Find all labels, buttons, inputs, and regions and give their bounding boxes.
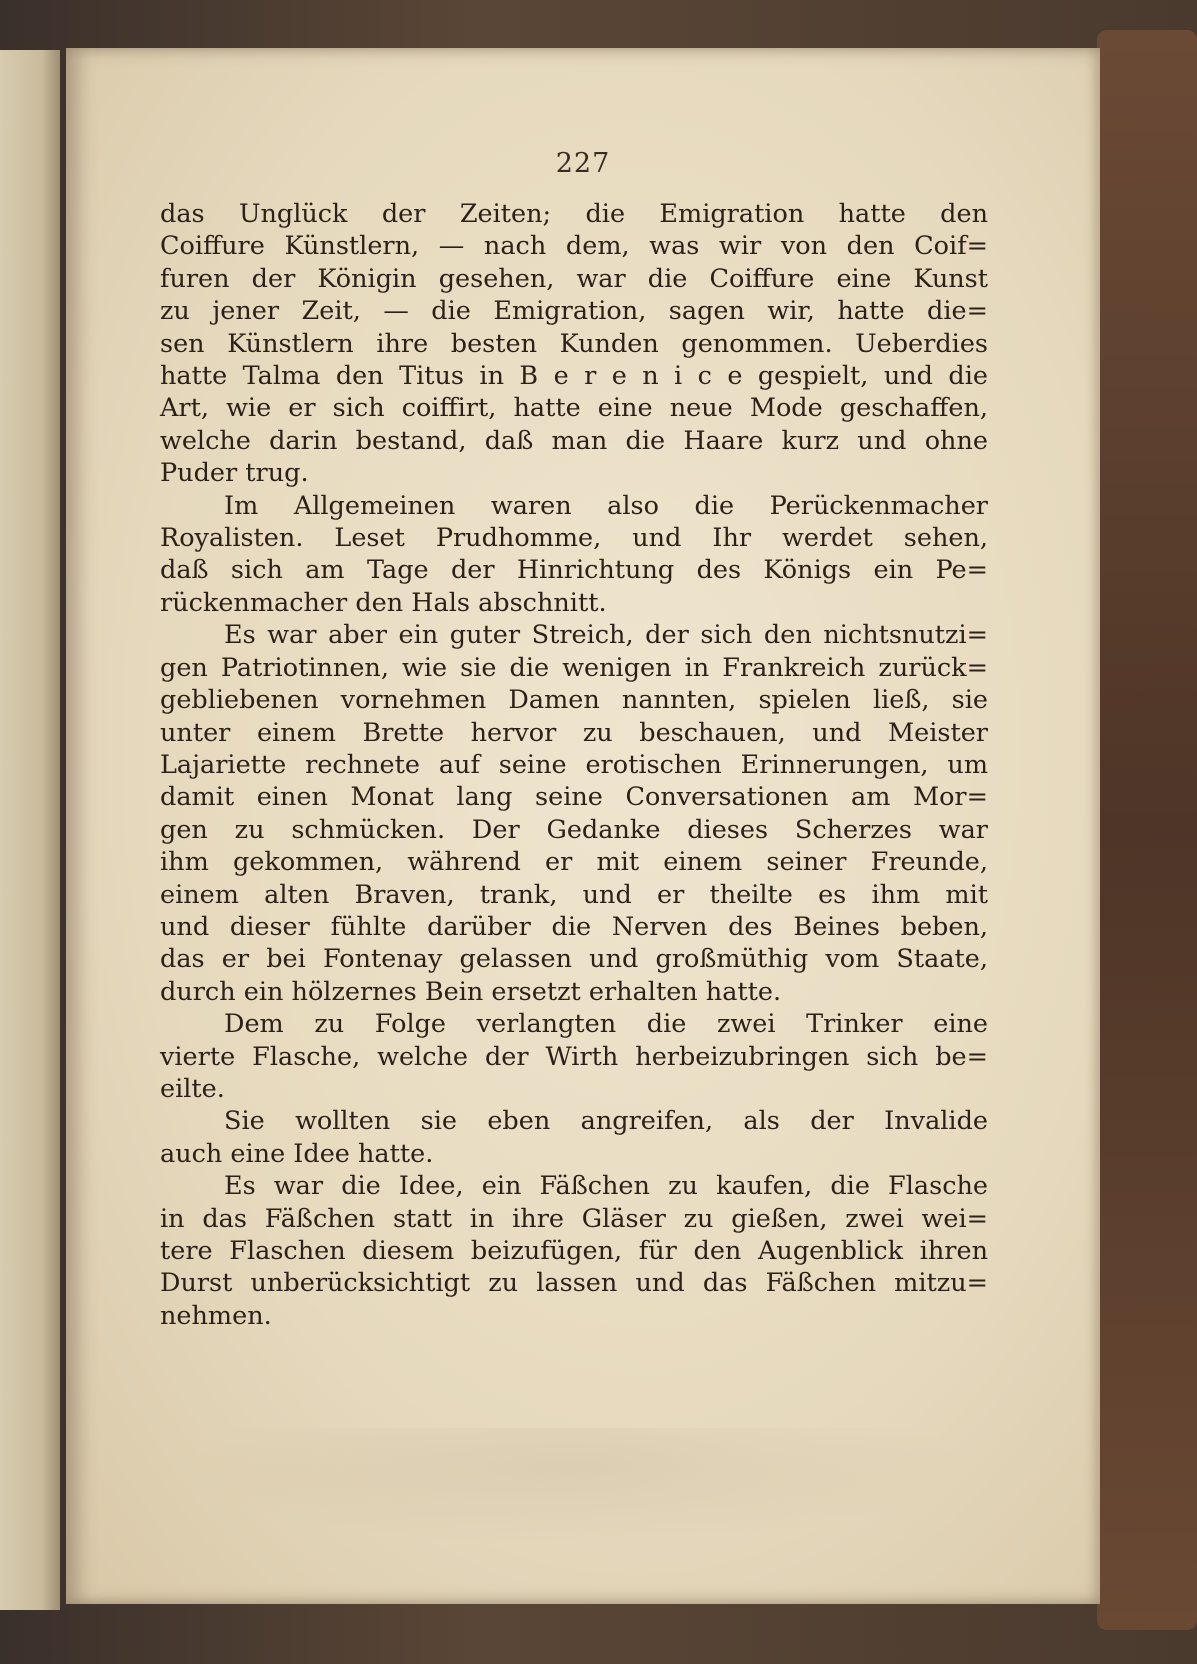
text-line: Es war die Idee, ein Fäßchen zu kaufen, die Flasche <box>224 1171 988 1202</box>
text-line: Royalisten. Leset Prudhomme, und Ihr werdet sehen, <box>160 523 988 554</box>
page-stain <box>186 1428 966 1548</box>
text-line: Es war aber ein guter Streich, der sich den nichtsnutzi= <box>224 620 988 651</box>
text-line: Puder trug. <box>160 458 309 489</box>
text-line: Im Allgemeinen waren also die Perückenmacher <box>224 490 988 521</box>
text-line: eilte. <box>160 1073 225 1104</box>
text-line: Sie wollten sie eben angreifen, als der Invalide <box>224 1106 988 1137</box>
text-line: Lajariette rechnete auf seine erotischen Erinnerungen, um <box>160 749 988 780</box>
text-line: Durst unberücksichtigt zu lassen und das Fäßchen mitzu= <box>160 1268 988 1299</box>
text-line: vierte Flasche, welche der Wirth herbeizubringen sich be= <box>160 1041 988 1072</box>
text-line: einem alten Braven, trank, und er theilte es ihm mit <box>160 879 988 910</box>
text-line: damit einen Monat lang seine Conversationen am Mor= <box>160 782 988 813</box>
text-line: gen Patriotinnen, wie sie die wenigen in Frankreich zurück= <box>160 652 988 683</box>
text-line: in das Fäßchen statt in ihre Gläser zu gießen, zwei wei= <box>160 1203 988 1234</box>
text-line: zu jener Zeit, — die Emigration, sagen wir, hatte die= <box>160 296 988 327</box>
text-line: sen Künstlern ihre besten Kunden genommen. Ueberdies <box>160 328 988 359</box>
text-line: hatte Talma den Titus in B e r e n i c e gespielt, und die <box>160 361 988 392</box>
text-line: das er bei Fontenay gelassen und großmüthig vom Staate, <box>160 944 988 975</box>
facing-page-edge <box>0 50 60 1610</box>
text-line: furen der Königin gesehen, war die Coiffure eine Kunst <box>160 263 988 294</box>
text-line: gen zu schmücken. Der Gedanke dieses Scherzes war <box>160 814 988 845</box>
book-page <box>66 48 1100 1604</box>
text-line: und dieser fühlte darüber die Nerven des Beines beben, <box>160 911 988 942</box>
book-cover-edge <box>1097 30 1197 1630</box>
text-line: unter einem Brette hervor zu beschauen, und Meister <box>160 717 988 748</box>
text-line: ihm gekommen, während er mit einem seiner Freunde, <box>160 847 988 878</box>
text-line: Coiffure Künstlern, — nach dem, was wir von den Coif= <box>160 231 988 262</box>
text-line: nehmen. <box>160 1300 272 1331</box>
page-text <box>160 198 988 1332</box>
page-number: 227 <box>555 148 611 179</box>
text-line: auch eine Idee hatte. <box>160 1138 434 1169</box>
text-line: welche darin bestand, daß man die Haare kurz und ohne <box>160 425 988 456</box>
text-line: Dem zu Folge verlangten die zwei Trinker eine <box>224 1009 988 1040</box>
text-line: rückenmacher den Hals abschnitt. <box>160 587 607 618</box>
text-line: das Unglück der Zeiten; die Emigration hatte den <box>160 199 988 229</box>
text-line: durch ein hölzernes Bein ersetzt erhalten hatte. <box>160 976 782 1007</box>
text-line: Art, wie er sich coiffirt, hatte eine neue Mode geschaffen, <box>160 393 988 424</box>
text-line: tere Flaschen diesem beizufügen, für den Augenblick ihren <box>160 1236 988 1266</box>
text-line: gebliebenen vornehmen Damen nannten, spielen ließ, sie <box>160 685 988 716</box>
text-line: daß sich am Tage der Hinrichtung des Königs ein Pe= <box>160 555 988 586</box>
